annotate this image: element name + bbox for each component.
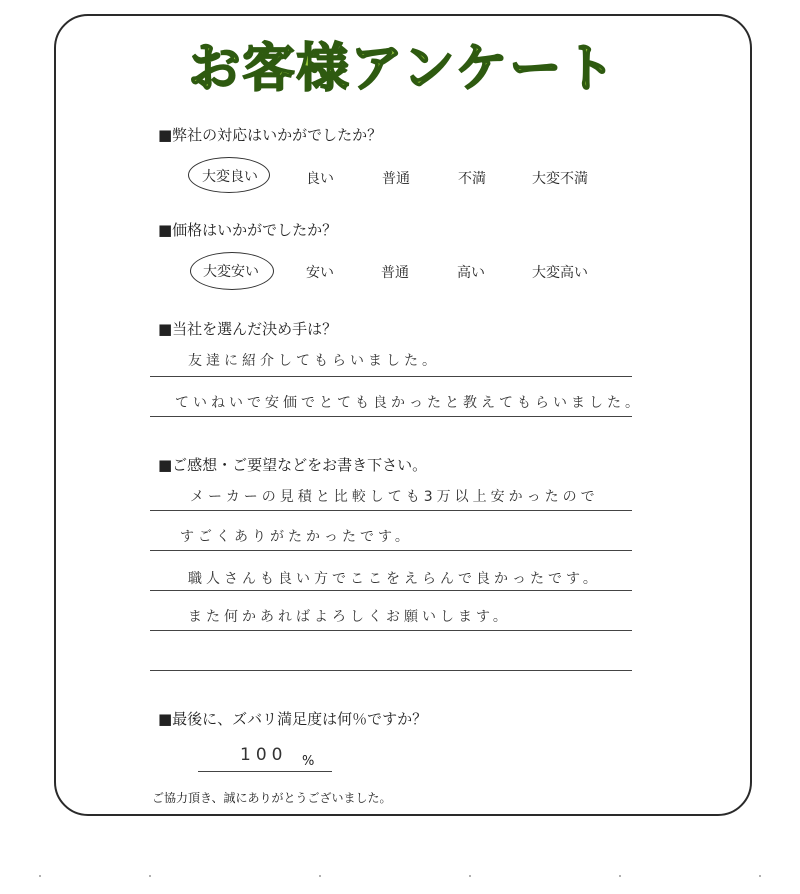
option-price-4[interactable]: 高い <box>457 265 485 281</box>
question-reason: ■当社を選んだ決め手は？ <box>158 320 338 338</box>
answer-comment-line-4: また何かあればよろしくお願いします。 <box>188 609 511 625</box>
question-price: ■価格はいかがでしたか？ <box>158 221 338 239</box>
option-service-5[interactable]: 大変不満 <box>532 171 588 187</box>
satisfaction-value: 100 <box>240 745 288 765</box>
answer-comment-line-3: 職人さんも良い方でここをえらんで良かったです。 <box>188 571 601 587</box>
option-service-1[interactable]: 大変良い <box>202 169 258 185</box>
survey-title: お客様アンケート <box>188 39 618 99</box>
writing-line <box>150 670 632 671</box>
option-price-1[interactable]: 大変安い <box>203 264 259 280</box>
writing-line <box>150 550 632 551</box>
writing-line <box>150 376 632 377</box>
scan-edge-dots <box>0 874 800 878</box>
answer-comment-line-2: すごくありがたかったです。 <box>180 529 413 545</box>
thank-you-note: ご協力頂き、誠にありがとうございました。 <box>152 791 392 805</box>
satisfaction-unit: % <box>302 754 315 769</box>
writing-line <box>150 510 632 511</box>
option-price-3[interactable]: 普通 <box>381 265 409 281</box>
writing-line <box>150 416 632 417</box>
option-price-2[interactable]: 安い <box>306 265 334 281</box>
question-service: ■弊社の対応はいかがでしたか？ <box>158 126 383 144</box>
option-service-3[interactable]: 普通 <box>382 171 410 187</box>
writing-line <box>150 590 632 591</box>
answer-reason-line-1: 友達に紹介してもらいました。 <box>188 353 440 369</box>
option-service-4[interactable]: 不満 <box>458 171 486 187</box>
answer-reason-line-2: ていねいで安価でとても良かったと教えてもらいました。 <box>175 395 643 411</box>
option-price-5[interactable]: 大変高い <box>532 265 588 281</box>
writing-line <box>150 630 632 631</box>
answer-comment-line-1: メーカーの見積と比較しても3万以上安かったので <box>190 489 599 505</box>
option-service-2[interactable]: 良い <box>306 171 334 187</box>
question-satisfaction: ■最後に、ズバリ満足度は何％ですか？ <box>158 710 428 728</box>
question-comments: ■ご感想・ご要望などをお書き下さい。 <box>158 456 428 474</box>
satisfaction-line <box>198 771 332 772</box>
